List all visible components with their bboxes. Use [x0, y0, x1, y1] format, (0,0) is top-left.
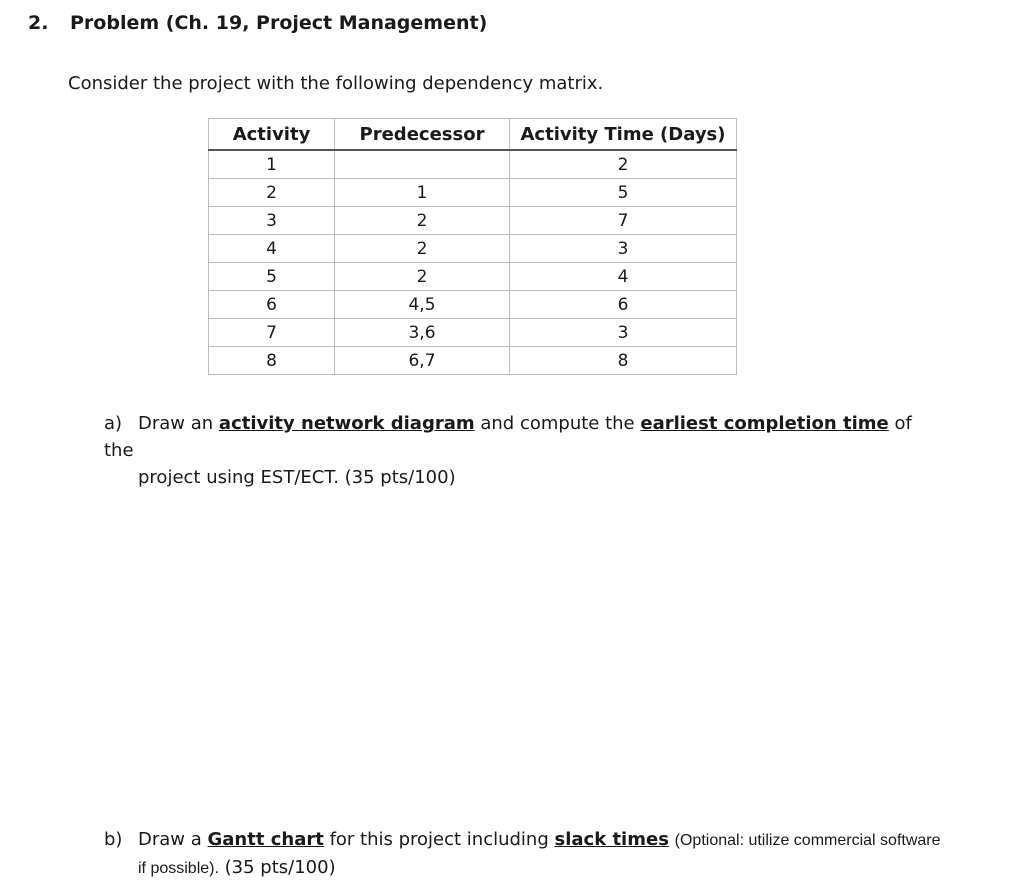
question-b-line1 — [104, 826, 964, 854]
earliest-completion-time-emphasis: earliest completion time — [640, 413, 889, 434]
slack-times-emphasis: slack times — [554, 829, 669, 850]
predecessor-cell: 2 — [335, 235, 510, 263]
gantt-chart-emphasis: Gantt chart — [207, 829, 324, 850]
question-b-text: Draw a — [138, 829, 202, 850]
table-row — [209, 263, 737, 291]
question-b-text: for this project including — [329, 829, 549, 850]
time-cell: 8 — [510, 347, 737, 375]
table-header-row — [209, 119, 737, 151]
question-b-line2 — [104, 854, 964, 882]
predecessor-cell: 6,7 — [335, 347, 510, 375]
question-a-line2: project using EST/ECT. (35 pts/100) — [138, 467, 456, 488]
question-a-label: a) — [104, 413, 123, 434]
activity-cell: 3 — [209, 207, 335, 235]
question-b — [104, 826, 964, 882]
question-a-text: of the — [104, 413, 912, 461]
question-a-line1 — [104, 410, 944, 464]
activity-cell: 5 — [209, 263, 335, 291]
activity-network-diagram-emphasis: activity network diagram — [218, 413, 475, 434]
question-a-text: and compute the — [480, 413, 635, 434]
time-cell: 2 — [510, 150, 737, 179]
time-cell: 6 — [510, 291, 737, 319]
problem-heading — [28, 12, 487, 34]
activity-cell: 8 — [209, 347, 335, 375]
activity-cell: 7 — [209, 319, 335, 347]
question-b-label: b) — [104, 829, 123, 850]
problem-number: 2. — [28, 12, 49, 34]
predecessor-cell: 4,5 — [335, 291, 510, 319]
question-a-text: Draw an — [138, 413, 214, 434]
predecessor-cell: 2 — [335, 207, 510, 235]
activity-cell: 4 — [209, 235, 335, 263]
time-cell: 4 — [510, 263, 737, 291]
table-row — [209, 150, 737, 179]
time-cell: 3 — [510, 319, 737, 347]
column-header-activity: Activity — [209, 119, 335, 151]
activity-cell: 1 — [266, 154, 277, 175]
activity-cell: 2 — [209, 179, 335, 207]
time-cell: 7 — [510, 207, 737, 235]
problem-title: Problem (Ch. 19, Project Management) — [70, 12, 488, 34]
predecessor-cell: 1 — [335, 179, 510, 207]
dependency-matrix-table — [208, 118, 737, 375]
question-b-optional-note: (Optional: utilize commercial software — [674, 832, 941, 849]
table-row — [209, 319, 737, 347]
table-row — [209, 235, 737, 263]
question-a — [104, 410, 944, 491]
table-row — [209, 347, 737, 375]
question-b-optional-note-end: if possible). — [138, 860, 219, 877]
column-header-activity-time: Activity Time (Days) — [510, 119, 737, 151]
predecessor-cell: 2 — [335, 263, 510, 291]
time-cell: 3 — [510, 235, 737, 263]
predecessor-cell: 3,6 — [335, 319, 510, 347]
question-b-points: (35 pts/100) — [224, 857, 336, 878]
time-cell: 5 — [510, 179, 737, 207]
table-row — [209, 207, 737, 235]
column-header-predecessor: Predecessor — [335, 119, 510, 151]
activity-cell: 6 — [209, 291, 335, 319]
intro-text: Consider the project with the following dependency matrix. — [68, 73, 604, 94]
table-row — [209, 179, 737, 207]
table-row — [209, 291, 737, 319]
predecessor-cell — [335, 150, 510, 179]
